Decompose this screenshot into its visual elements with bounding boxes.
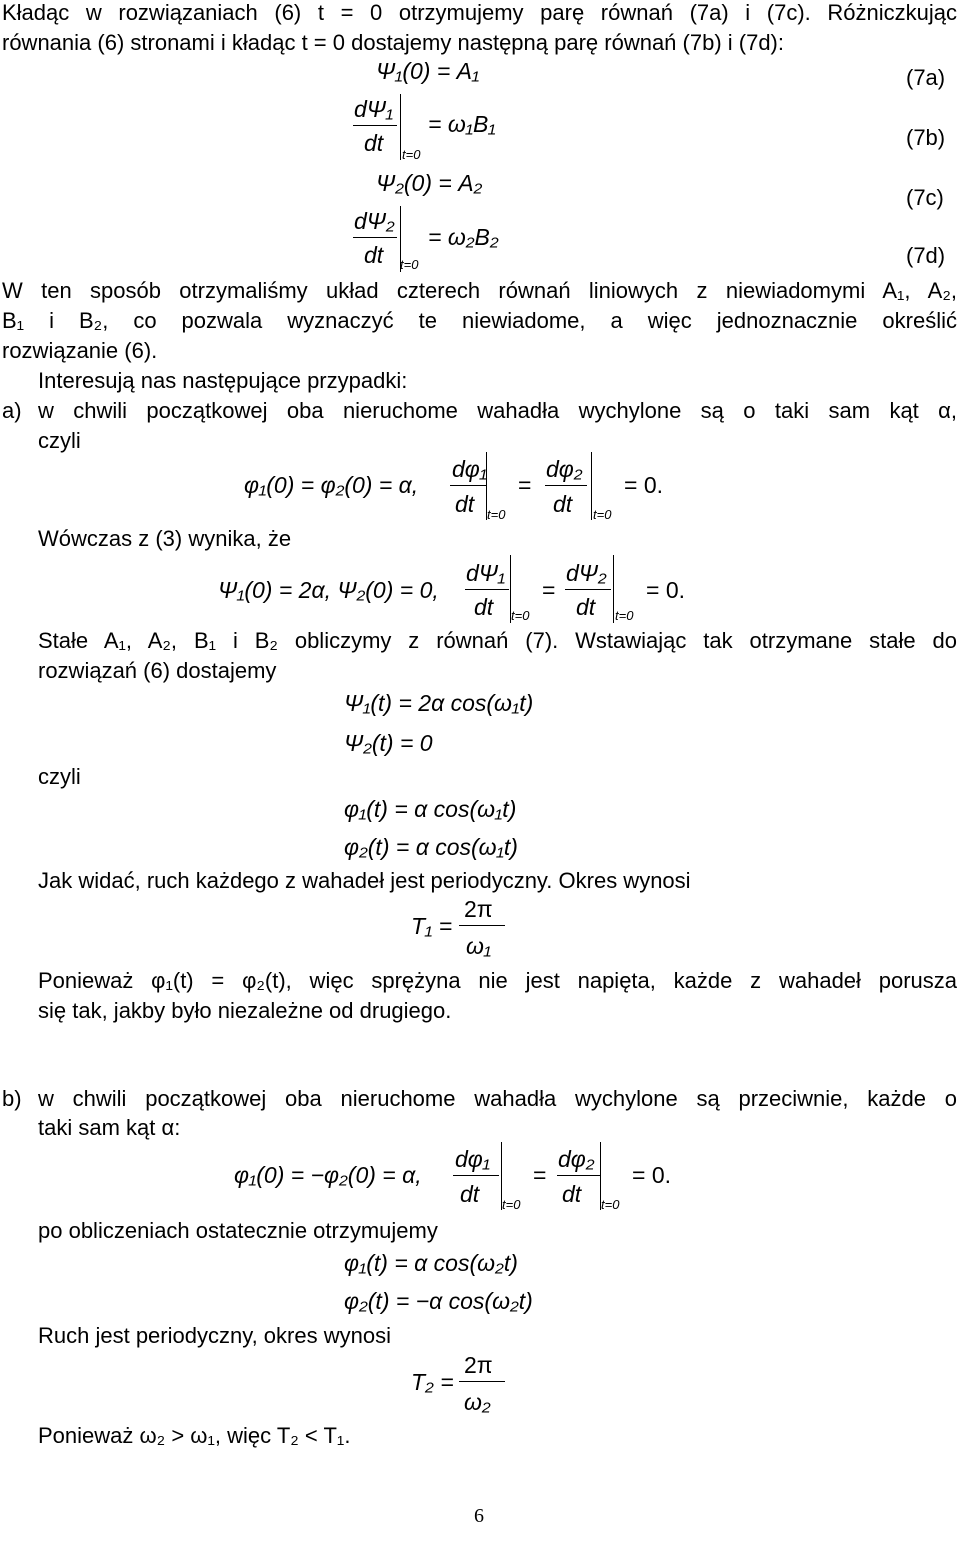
eqA1-frac2-eval: t=0 [593,507,612,522]
po-obliczeniach-text: po obliczeniach ostatecznie otrzymujemy [38,1218,438,1243]
eqA2-frac2-eval: t=0 [615,608,634,623]
case-a-line-1: w chwili początkowej oba nieruchome wahadła wychylone są o taki sam kąt α, [38,398,957,423]
eqA2-frac2-bar [565,589,611,590]
eqA1-frac2-bar [545,485,587,486]
eq-7d-eval: t=0 [400,257,419,272]
eqT1-numerator: 2π [464,896,493,922]
eqA3-psi1: Ψ₁(t) = 2α cos(ω₁t) [344,690,534,716]
eqB1-frac2-eval: t=0 [601,1197,620,1212]
eqA2-lhs: Ψ₁(0) = 2α, Ψ₂(0) = 0, [218,577,439,603]
eqA2-frac1-num: dΨ₁ [466,560,506,586]
eq-7c: Ψ₂(0) = A₂ [376,170,483,196]
para1-line-3: rozwiązanie (6). [2,338,158,363]
eqB1-rhs: = 0. [632,1162,672,1188]
intro-line-2: równania (6) stronami i kładąc t = 0 dostajemy następną parę równań (7b) i (7d): [2,30,784,55]
para1-line-2: B₁ i B₂, co pozwala wyznaczyć te niewiadome, a więc jednoznacznie określić [2,308,957,333]
eqA1-rhs: = 0. [624,472,664,498]
eqT1-lhs: T₁ = [411,913,453,939]
case-b-line-2: taki sam kąt α: [38,1115,181,1140]
eq-7d-fraction-bar [353,237,397,238]
eq-7b-eval-bar [400,94,401,160]
eqB1-frac1-num: dφ₁ [455,1146,491,1172]
eqB1-frac1-eval: t=0 [502,1197,521,1212]
eqA2-frac2-eval-bar [613,555,614,623]
eqA2-frac1-eval: t=0 [511,608,530,623]
eq-7a-label: (7a) [906,65,946,90]
eqB2-phi1: φ₁(t) = α cos(ω₂t) [344,1250,518,1276]
eq-7b-numerator: dΨ₁ [354,96,394,122]
czyli-text: czyli [38,764,81,789]
ruch-text: Ruch jest periodyczny, okres wynosi [38,1323,391,1348]
eqA1-frac1-bar [450,485,486,486]
eq-7b-rhs: = ω₁B₁ [428,111,496,137]
eq-7d-label: (7d) [906,243,946,268]
eq-7d-rhs: = ω₂B₂ [428,224,499,250]
eqT1-denominator: ω₁ [466,933,492,959]
case-a-marker: a) [2,398,22,423]
eqT1-fraction-bar [459,925,505,926]
eqA1-frac2-den: dt [553,491,573,517]
poniewaz2-text: Ponieważ ω₂ > ω₁, więc T₂ < T₁. [38,1423,351,1448]
eqA1-frac1-den: dt [455,491,475,517]
eqB1-lhs: φ₁(0) = −φ₂(0) = α, [234,1162,422,1188]
eqT2-numerator: 2π [464,1352,493,1378]
stale-line-1: Stałe A₁, A₂, B₁ i B₂ obliczymy z równań (7). Wstawiając tak otrzymane stałe do [38,628,957,653]
eqA4-phi1: φ₁(t) = α cos(ω₁t) [344,796,517,822]
eqA1-lhs: φ₁(0) = φ₂(0) = α, [244,472,419,498]
intro-line-1: Kładąc w rozwiązaniach (6) t = 0 otrzymujemy parę równań (7a) i (7c). Różniczkując [2,0,957,25]
eqA2-frac2-den: dt [576,594,596,620]
eqT2-fraction-bar [459,1381,505,1382]
eq-7d-numerator: dΨ₂ [354,208,395,234]
stale-line-2: rozwiązań (6) dostajemy [38,658,277,683]
case-a-line-2: czyli [38,428,81,453]
eqA4-phi2: φ₂(t) = α cos(ω₁t) [344,834,518,860]
eqA2-rhs: = 0. [646,577,686,603]
eqB1-frac2-bar [557,1175,601,1176]
eqA1-frac1-num: dφ₁ [452,456,488,482]
eq-7a: Ψ₁(0) = A₁ [376,58,480,84]
eqA3-psi2: Ψ₂(t) = 0 [344,730,433,756]
eq-7b-denominator: dt [364,130,384,156]
eqB2-phi2: φ₂(t) = −α cos(ω₂t) [344,1288,533,1314]
eqB1-frac2-num: dφ₂ [558,1146,595,1172]
poniewaz1-line-1: Ponieważ φ₁(t) = φ₂(t), więc sprężyna nie jest napięta, każde z wahadeł porusza [38,968,957,993]
eqA1-frac1-eval: t=0 [487,507,506,522]
eqA1-frac2-num: dφ₂ [546,456,583,482]
eqB1-frac1-den: dt [460,1181,480,1207]
eqT2-denominator: ω₂ [464,1389,491,1415]
eqA2-mid-equals: = [542,577,556,603]
eq-7b-label: (7b) [906,125,946,150]
para2-line-1: Interesują nas następujące przypadki: [38,368,408,393]
eqA2-frac1-bar [465,589,509,590]
case-b-marker: b) [2,1086,22,1111]
eqA2-frac1-den: dt [474,594,494,620]
case-b-line-1: w chwili początkowej oba nieruchome wahadła wychylone są przeciwnie, każde o [38,1086,957,1111]
para1-line-1: W ten sposób otrzymaliśmy układ czterech równań liniowych z niewiadomymi A₁, A₂, [2,278,957,303]
wowczas-text: Wówczas z (3) wynika, że [38,526,292,551]
eq-7b-eval: t=0 [402,147,421,162]
eqA1-frac2-eval-bar [591,452,592,520]
page-number: 6 [474,1505,484,1527]
eqB1-frac2-den: dt [562,1181,582,1207]
eq-7d-denominator: dt [364,242,384,268]
eqB1-frac1-bar [453,1175,499,1176]
eqB1-mid-equals: = [533,1162,547,1188]
eq-7b-fraction-bar [353,125,397,126]
eqT2-lhs: T₂ = [411,1369,454,1395]
eq-7c-label: (7c) [906,185,944,210]
poniewaz1-line-2: się tak, jakby było niezależne od drugiego. [38,998,452,1023]
eqA1-mid-equals: = [518,472,532,498]
jak-text: Jak widać, ruch każdego z wahadeł jest periodyczny. Okres wynosi [38,868,691,893]
eqA2-frac2-num: dΨ₂ [566,560,607,586]
